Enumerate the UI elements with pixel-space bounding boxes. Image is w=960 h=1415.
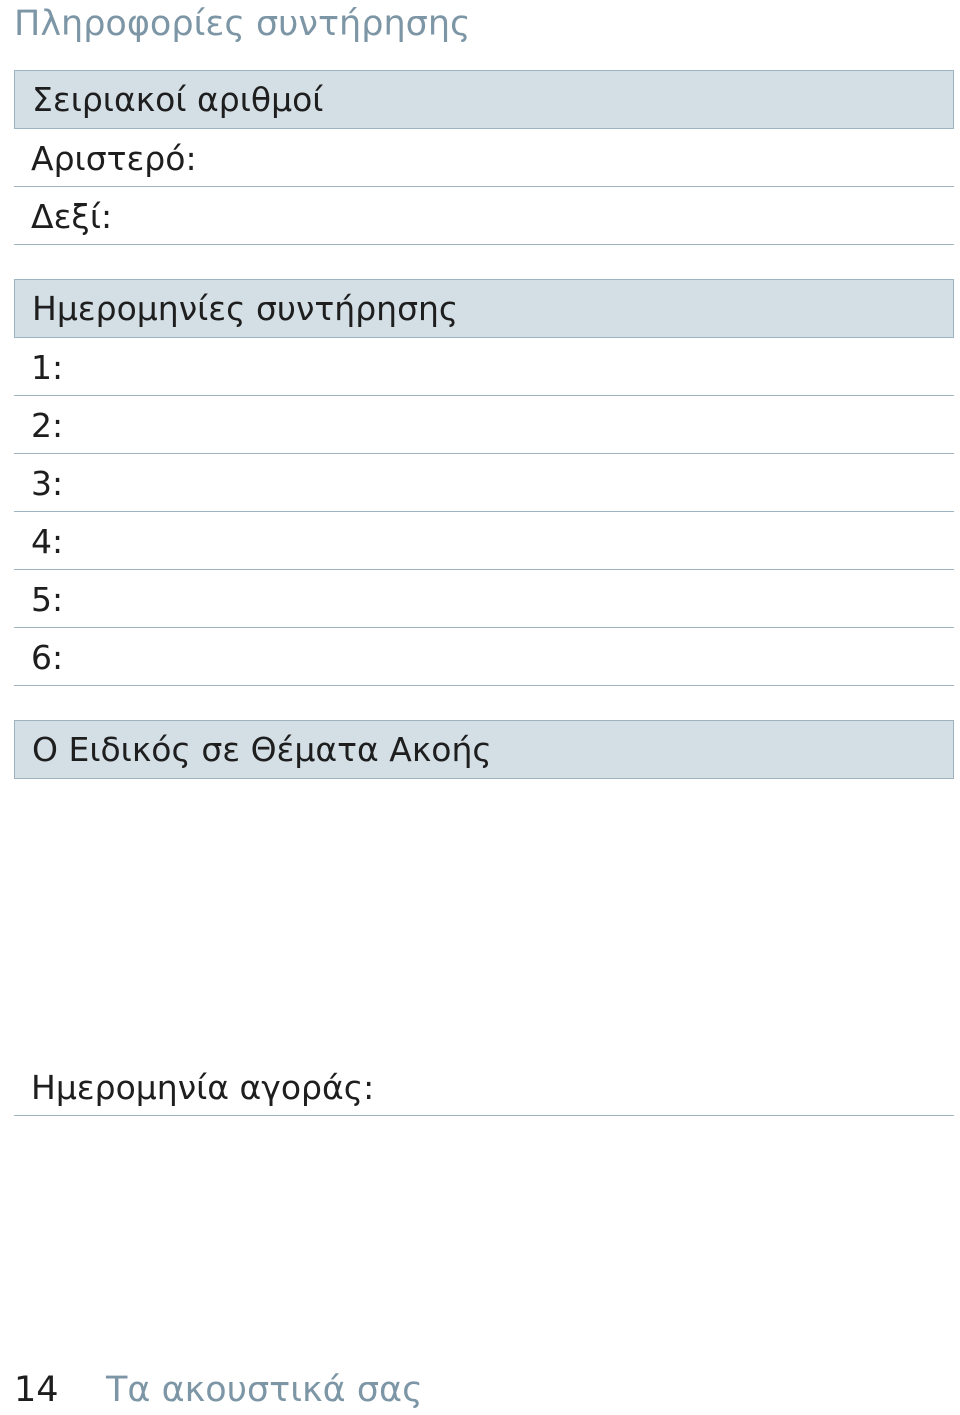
purchase-date-field[interactable]: Ημερομηνία αγοράς:	[14, 1058, 954, 1116]
serial-numbers-section	[14, 70, 954, 245]
page-number: 14	[14, 1370, 59, 1410]
service-date-field-1[interactable]: 1:	[14, 338, 954, 396]
service-date-field-4[interactable]: 4:	[14, 512, 954, 570]
page-title: Πληροφορίες συντήρησης	[14, 4, 471, 44]
footer-title: Τα ακουστικά σας	[106, 1370, 423, 1410]
service-date-field-5[interactable]: 5:	[14, 570, 954, 628]
specialist-header: Ο Ειδικός σε Θέματα Ακοής	[14, 720, 954, 779]
service-date-field-6[interactable]: 6:	[14, 628, 954, 686]
purchase-date-section	[14, 1058, 954, 1116]
service-dates-section	[14, 279, 954, 686]
service-date-field-2[interactable]: 2:	[14, 396, 954, 454]
service-date-field-3[interactable]: 3:	[14, 454, 954, 512]
serial-right-field[interactable]: Δεξί:	[14, 187, 954, 245]
serial-numbers-header: Σειριακοί αριθμοί	[14, 70, 954, 129]
service-dates-header: Ημερομηνίες συντήρησης	[14, 279, 954, 338]
specialist-section	[14, 720, 954, 779]
page-footer	[14, 1366, 423, 1414]
serial-left-field[interactable]: Αριστερό:	[14, 129, 954, 187]
